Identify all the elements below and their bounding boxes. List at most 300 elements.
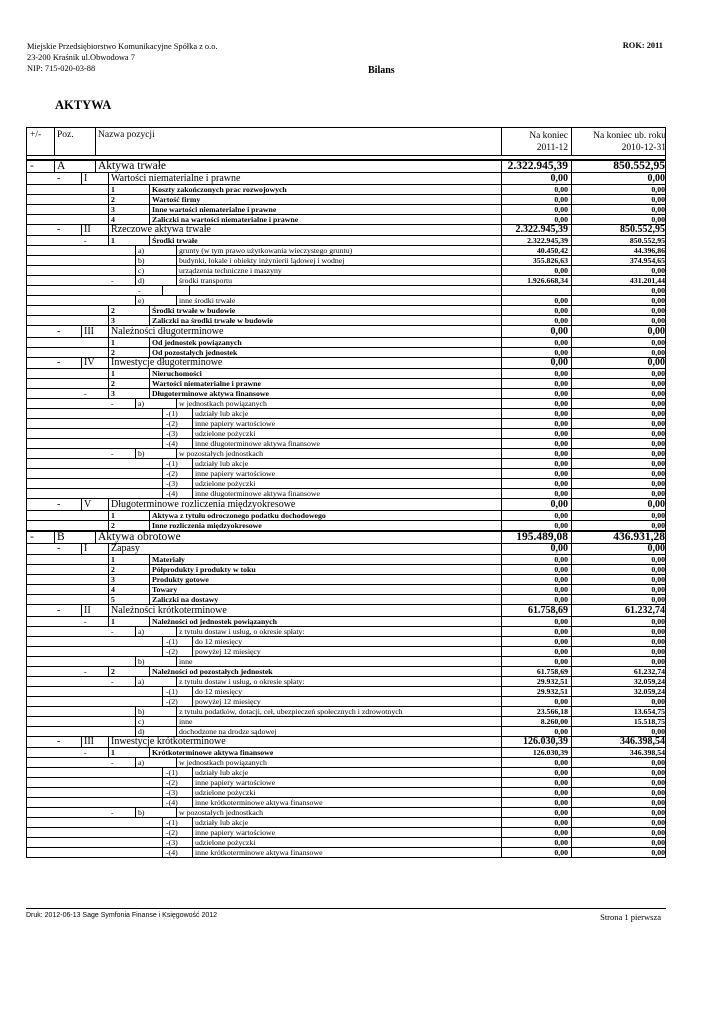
row-name: Od pozostałych jednostek — [152, 347, 238, 357]
row-name: udzielone pożyczki — [195, 838, 256, 847]
row-position: d) — [138, 276, 145, 285]
row-name: z tytułu dostaw i usług, o okresie spłaty: — [179, 676, 305, 686]
row-sign: - — [84, 616, 87, 626]
row-value-previous: 0,00 — [651, 768, 665, 777]
row-name: Długoterminowe rozliczenia międzyokresowe — [111, 498, 296, 510]
row-position: 5 — [111, 595, 115, 604]
row-value-previous: 0,00 — [651, 646, 665, 656]
row-position: -(1) — [166, 636, 178, 646]
row-position: -(4) — [166, 489, 178, 498]
row-value-previous: 0,00 — [651, 585, 665, 594]
balance-table — [26, 127, 666, 858]
table-row — [26, 246, 666, 256]
row-name: do 12 miesięcy — [195, 636, 243, 646]
table-row — [26, 429, 666, 439]
table-row — [26, 585, 666, 595]
row-value-current: 0,00 — [554, 459, 568, 468]
row-value-current: 0,00 — [554, 595, 568, 604]
row-value-current: 126.030,39 — [532, 748, 568, 757]
row-value-current: 0,00 — [554, 575, 568, 584]
row-position: B — [57, 530, 65, 543]
table-row — [26, 358, 666, 370]
table-row — [26, 637, 666, 647]
row-value-previous: 44.396,86 — [633, 246, 665, 255]
row-name: budynki, lokale i obiekty inżynierii lądowej i wodnej — [179, 256, 345, 265]
table-row — [26, 256, 666, 266]
table-row — [26, 389, 666, 399]
col-header-poz: Poz. — [57, 130, 74, 140]
row-value-current: 0,00 — [554, 379, 568, 388]
row-name: w jednostkach powiązanych — [179, 758, 267, 767]
row-value-current: 1.926.668,34 — [527, 276, 568, 285]
table-row — [26, 521, 666, 531]
table-row — [26, 565, 666, 575]
row-value-previous: 0,00 — [651, 184, 665, 194]
row-position: 2 — [111, 565, 115, 574]
row-value-current: 126.030,39 — [523, 736, 568, 747]
row-position: 1 — [111, 184, 115, 194]
row-name: Wartości niematerialne i prawne — [152, 379, 261, 388]
row-value-current: 40.450,42 — [536, 246, 568, 255]
row-sign: - — [111, 399, 114, 408]
row-value-previous: 0,00 — [651, 798, 665, 807]
row-value-current: 0,00 — [554, 656, 568, 666]
row-value-previous: 0,00 — [651, 347, 665, 357]
row-value-previous: 0,00 — [651, 555, 665, 564]
row-sign: - — [30, 160, 34, 172]
row-name: grunty (w tym prawo użytkowania wieczystego gruntu) — [179, 246, 353, 255]
row-value-current: 0,00 — [554, 646, 568, 656]
row-name: inne papiery wartościowe — [195, 469, 276, 478]
row-position: b) — [138, 706, 145, 716]
row-position: -(3) — [166, 479, 178, 488]
row-value-current: 0,00 — [550, 498, 568, 510]
row-name: Rzeczowe aktywa trwałe — [111, 224, 211, 235]
row-position: 3 — [111, 389, 115, 398]
row-value-current: 0,00 — [554, 768, 568, 777]
table-row — [26, 160, 666, 173]
row-value-current: 195.489,08 — [516, 530, 568, 543]
row-sign: - — [84, 389, 87, 398]
row-sign: - — [111, 808, 114, 817]
row-position: 1 — [111, 510, 115, 520]
row-value-previous: 0,00 — [651, 337, 665, 347]
row-position: 2 — [111, 666, 115, 676]
table-row — [26, 798, 666, 808]
row-name: Należności od pozostałych jednostek — [152, 666, 273, 676]
row-sign: - — [84, 236, 87, 245]
row-name: inne długoterminowe aktywa finansowe — [195, 439, 320, 448]
row-value-current: 0,00 — [554, 848, 568, 857]
row-name: Krótkoterminowe aktywa finansowe — [152, 748, 274, 757]
table-row — [26, 439, 666, 449]
row-name: Należności od jednostek powiązanych — [152, 616, 277, 626]
row-value-current: 0,00 — [554, 565, 568, 574]
row-position: 3 — [111, 575, 115, 584]
row-name: Produkty gotowe — [152, 575, 209, 584]
row-name: Zaliczki na wartości niematerialne i prawne — [152, 214, 299, 224]
row-value-previous: 0,00 — [651, 595, 665, 604]
section-title: AKTYWA — [55, 98, 112, 112]
row-sign: - — [57, 604, 61, 616]
row-value-previous: 61.232,74 — [633, 666, 665, 676]
row-name: Półprodukty i produkty w toku — [152, 565, 256, 574]
row-name: Inne rozliczenia międzyokresowe — [152, 520, 262, 530]
row-sign: - — [111, 626, 114, 636]
row-value-previous: 0,00 — [647, 357, 665, 368]
row-name: inne krótkoterminowe aktywa finansowe — [195, 848, 323, 857]
row-value-previous: 850.552,95 — [620, 224, 665, 235]
table-row — [26, 296, 666, 306]
row-name: inne papiery wartościowe — [195, 828, 276, 837]
row-value-current: 0,00 — [554, 306, 568, 315]
row-sign: - — [30, 530, 34, 543]
table-row — [26, 449, 666, 459]
table-row — [26, 399, 666, 409]
row-value-current: 0,00 — [554, 798, 568, 807]
row-value-current: 0,00 — [554, 214, 568, 224]
table-row — [26, 409, 666, 419]
row-value-previous: 0,00 — [651, 510, 665, 520]
row-value-current: 0,00 — [554, 808, 568, 817]
table-row — [26, 758, 666, 768]
table-row — [26, 236, 666, 246]
table-row — [26, 469, 666, 479]
row-value-current: 0,00 — [554, 369, 568, 378]
row-value-previous: 431.201,44 — [629, 276, 665, 285]
row-position: e) — [138, 296, 145, 305]
table-row — [26, 838, 666, 848]
row-name: z tytułu podatków, dotacji, ceł, ubezpieczeń społecznych i zdrowotnych — [179, 706, 403, 716]
row-value-current: 0,00 — [554, 337, 568, 347]
row-sign: - — [84, 666, 87, 676]
row-value-previous: 0,00 — [651, 286, 665, 295]
table-row — [26, 369, 666, 379]
table-row — [26, 195, 666, 205]
row-position: 2 — [111, 520, 115, 530]
page-number: Strona 1 pierwsza — [600, 912, 661, 922]
row-name: Środki trwałe w budowie — [152, 306, 236, 315]
table-row — [26, 489, 666, 499]
row-position: I — [84, 543, 88, 554]
row-value-previous: 0,00 — [647, 172, 665, 184]
row-name: dochodzone na drodze sądowej — [179, 726, 277, 736]
table-row — [26, 828, 666, 838]
row-name: udziały lub akcje — [195, 459, 249, 468]
row-position: c) — [138, 266, 145, 275]
row-value-previous: 0,00 — [651, 818, 665, 827]
row-value-previous: 32.059,24 — [633, 686, 665, 696]
row-sign: - — [57, 224, 61, 235]
row-name: inne papiery wartościowe — [195, 419, 276, 428]
table-row — [26, 205, 666, 215]
row-name: w pozostałych jednostkach — [179, 449, 264, 458]
row-position: 1 — [111, 555, 115, 564]
row-name: Zaliczki na środki trwałe w budowie — [152, 316, 273, 325]
row-position: b) — [138, 656, 145, 666]
row-value-previous: 0,00 — [651, 439, 665, 448]
table-row — [26, 667, 666, 677]
row-name: inne papiery wartościowe — [195, 778, 276, 787]
row-value-previous: 0,00 — [651, 726, 665, 736]
row-value-previous: 0,00 — [651, 838, 665, 847]
row-position: -(2) — [166, 419, 178, 428]
row-position: -(2) — [166, 778, 178, 787]
row-position: -(3) — [166, 429, 178, 438]
row-name: Długoterminowe aktywa finansowe — [152, 389, 269, 398]
row-sign: - — [84, 748, 87, 757]
row-value-previous: 0,00 — [651, 636, 665, 646]
table-row — [26, 697, 666, 707]
row-sign: - — [138, 286, 141, 295]
table-row — [26, 657, 666, 667]
row-value-previous: 0,00 — [651, 409, 665, 418]
table-row — [26, 531, 666, 544]
row-value-previous: 0,00 — [651, 449, 665, 458]
row-name: Od jednostek powiązanych — [152, 337, 242, 347]
table-row — [26, 818, 666, 828]
row-name: powyżej 12 miesięcy — [195, 696, 261, 706]
table-row — [26, 605, 666, 617]
row-name: udzielone pożyczki — [195, 479, 256, 488]
row-position: -(4) — [166, 439, 178, 448]
row-position: b) — [138, 256, 145, 265]
row-value-previous: 0,00 — [651, 778, 665, 787]
table-row — [26, 379, 666, 389]
table-row — [26, 499, 666, 511]
row-value-current: 355.826,63 — [532, 256, 568, 265]
row-position: -(1) — [166, 818, 178, 827]
row-value-previous: 0,00 — [651, 788, 665, 797]
col-header-name: Nazwa pozycji — [98, 130, 155, 140]
row-value-previous: 0,00 — [651, 848, 665, 857]
row-sign: - — [111, 449, 114, 458]
row-value-previous: 0,00 — [651, 758, 665, 767]
row-sign: - — [57, 325, 61, 337]
row-value-current: 0,00 — [554, 409, 568, 418]
row-name: Środki trwałe — [152, 236, 198, 245]
row-name: inne długoterminowe aktywa finansowe — [195, 489, 320, 498]
table-row — [26, 677, 666, 687]
row-name: udzielone pożyczki — [195, 429, 256, 438]
row-position: 4 — [111, 214, 115, 224]
table-row — [26, 687, 666, 697]
row-value-current: 0,00 — [554, 419, 568, 428]
print-info: Druk: 2012-06-13 Sage Symfonia Finanse i Księgowość 2012 — [26, 912, 218, 919]
row-position: II — [84, 604, 91, 616]
row-value-previous: 0,00 — [651, 616, 665, 626]
row-value-current: 0,00 — [554, 449, 568, 458]
row-position: 1 — [111, 337, 115, 347]
row-position: a) — [138, 676, 145, 686]
row-name: Aktywa trwałe — [98, 160, 167, 172]
row-position: b) — [138, 808, 145, 817]
row-value-previous: 0,00 — [651, 479, 665, 488]
row-position: c) — [138, 716, 145, 726]
row-name: Nieruchomości — [152, 369, 202, 378]
row-name: Materiały — [152, 555, 185, 564]
row-sign: - — [57, 498, 61, 510]
row-value-current: 0,00 — [554, 828, 568, 837]
table-row — [26, 647, 666, 657]
row-value-current: 0,00 — [554, 636, 568, 646]
row-value-previous: 346.398,54 — [620, 736, 665, 747]
table-row — [26, 459, 666, 469]
col-header-previous: Na koniec ub. roku 2010-12-31 — [593, 131, 666, 153]
row-value-current: 0,00 — [554, 788, 568, 797]
row-value-current: 0,00 — [554, 429, 568, 438]
row-name: Aktywa z tytułu odroczonego podatku dochodowego — [152, 510, 326, 520]
row-value-current: 23.566,18 — [536, 706, 568, 716]
row-name: Aktywa obrotowe — [98, 530, 181, 543]
row-sign: - — [57, 543, 61, 554]
row-value-current: 0,00 — [554, 399, 568, 408]
row-position: 3 — [111, 316, 115, 325]
row-position: a) — [138, 399, 145, 408]
row-sign: - — [57, 172, 61, 184]
row-value-current: 0,00 — [554, 520, 568, 530]
document-title: Bilans — [368, 65, 395, 76]
row-sign: - — [111, 676, 114, 686]
row-position: -(1) — [166, 459, 178, 468]
table-row — [26, 717, 666, 727]
row-position: -(3) — [166, 788, 178, 797]
row-value-previous: 0,00 — [651, 399, 665, 408]
row-value-current: 0,00 — [554, 510, 568, 520]
row-position: III — [84, 325, 94, 337]
row-name: inne środki trwałe — [179, 296, 236, 305]
row-value-previous: 0,00 — [647, 543, 665, 554]
row-value-current: 0,00 — [550, 172, 568, 184]
table-row — [26, 419, 666, 429]
row-value-current: 29.932,51 — [536, 676, 568, 686]
row-value-previous: 0,00 — [651, 489, 665, 498]
row-value-current: 0,00 — [554, 585, 568, 594]
row-value-current: 2.322.945,39 — [527, 236, 568, 245]
row-position: -(4) — [166, 798, 178, 807]
row-value-previous: 0,00 — [651, 379, 665, 388]
row-value-current: 0,00 — [554, 266, 568, 275]
row-position: d) — [138, 726, 145, 736]
row-name: Należności długoterminowe — [111, 325, 224, 337]
row-name: Koszty zakończonych prac rozwojowych — [152, 184, 287, 194]
table-row — [26, 627, 666, 637]
row-position: V — [84, 498, 92, 510]
row-position: 2 — [111, 194, 115, 204]
row-position: I — [84, 172, 88, 184]
row-value-current: 0,00 — [554, 347, 568, 357]
row-name: Zaliczki na dostawy — [152, 595, 219, 604]
row-value-previous: 0,00 — [651, 828, 665, 837]
row-value-previous: 0,00 — [651, 459, 665, 468]
row-value-previous: 0,00 — [651, 369, 665, 378]
row-name: do 12 miesięcy — [195, 686, 243, 696]
row-value-previous: 0,00 — [651, 389, 665, 398]
row-position: IV — [84, 357, 95, 368]
row-value-previous: 0,00 — [651, 204, 665, 214]
row-value-previous: 0,00 — [651, 306, 665, 315]
row-value-previous: 15.518,75 — [633, 716, 665, 726]
row-value-previous: 0,00 — [651, 296, 665, 305]
company-nip: NIP: 715-020-03-88 — [27, 64, 96, 73]
table-row — [26, 575, 666, 585]
row-name: udziały lub akcje — [195, 768, 249, 777]
report-year: ROK: 2011 — [622, 41, 663, 50]
row-value-previous: 0,00 — [651, 626, 665, 636]
row-value-current: 0,00 — [554, 758, 568, 767]
row-value-previous: 0,00 — [651, 565, 665, 574]
row-position: -(2) — [166, 646, 178, 656]
row-value-current: 0,00 — [550, 357, 568, 368]
row-name: Wartość firmy — [152, 194, 201, 204]
row-sign: - — [111, 758, 114, 767]
row-value-previous: 0,00 — [651, 808, 665, 817]
row-value-previous: 32.059,24 — [633, 676, 665, 686]
table-row — [26, 338, 666, 348]
row-value-previous: 346.398,54 — [629, 748, 665, 757]
table-row — [26, 808, 666, 818]
row-position: 1 — [111, 748, 115, 757]
row-name: urządzenia techniczne i maszyny — [179, 266, 282, 275]
row-name: Zapasy — [111, 543, 140, 554]
col-header-current: Na koniec 2011-12 — [529, 131, 568, 153]
row-name: udzielone pożyczki — [195, 788, 256, 797]
row-value-previous: 0,00 — [651, 696, 665, 706]
row-value-previous: 0,00 — [651, 266, 665, 275]
row-position: 1 — [111, 236, 115, 245]
table-row — [26, 266, 666, 276]
row-value-current: 0,00 — [554, 616, 568, 626]
row-name: udziały lub akcje — [195, 409, 249, 418]
table-row — [26, 748, 666, 758]
row-sign: - — [57, 357, 61, 368]
row-value-current: 0,00 — [554, 439, 568, 448]
row-value-current: 8.260,00 — [540, 716, 568, 726]
table-row — [26, 544, 666, 556]
row-value-current: 0,00 — [554, 626, 568, 636]
table-row — [26, 316, 666, 326]
row-name: w pozostałych jednostkach — [179, 808, 264, 817]
row-value-previous: 0,00 — [651, 214, 665, 224]
row-value-current: 0,00 — [554, 726, 568, 736]
row-value-current: 0,00 — [554, 184, 568, 194]
row-position: 2 — [111, 379, 115, 388]
row-value-current: 0,00 — [554, 696, 568, 706]
row-position: A — [57, 160, 66, 172]
row-value-previous: 850.552,95 — [629, 236, 665, 245]
row-position: -(2) — [166, 696, 178, 706]
row-value-previous: 0,00 — [647, 325, 665, 337]
table-row — [26, 768, 666, 778]
row-value-current: 0,00 — [554, 316, 568, 325]
table-row — [26, 737, 666, 749]
row-name: Inwestycje krótkoterminowe — [111, 736, 226, 747]
table-body — [26, 160, 666, 858]
row-value-current: 2.322.945,39 — [515, 224, 568, 235]
row-name: Należności krótkoterminowe — [111, 604, 227, 616]
row-name: środki transportu — [179, 276, 233, 285]
table-row — [26, 778, 666, 788]
table-row — [26, 276, 666, 286]
row-value-previous: 436.931,28 — [613, 530, 665, 543]
row-position: II — [84, 224, 91, 235]
row-position: III — [84, 736, 94, 747]
row-value-current: 29.932,51 — [536, 686, 568, 696]
table-row — [26, 225, 666, 237]
row-position: a) — [138, 246, 145, 255]
row-position: -(3) — [166, 838, 178, 847]
row-value-previous: 0,00 — [651, 575, 665, 584]
